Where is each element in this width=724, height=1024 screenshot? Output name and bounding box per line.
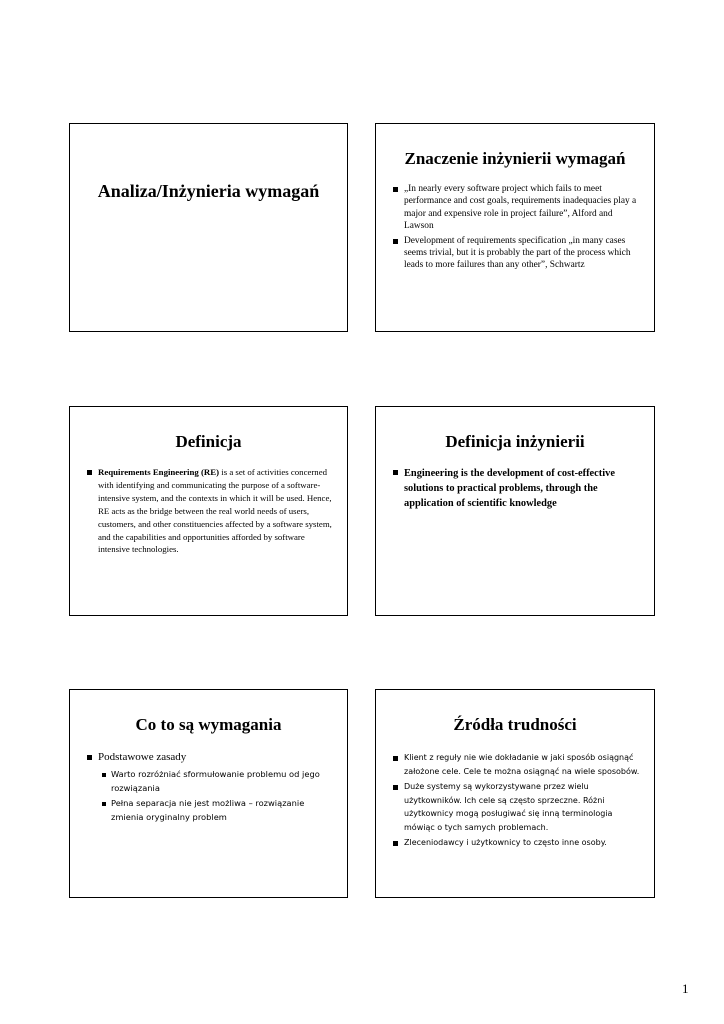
list-item (393, 836, 640, 850)
bullet-text: is a set of activities concerned with identifying and communicating the purpose of a software-intensive system, and the contexts in which it will be used. Hence, RE acts as the bridge between the real world needs of users, customers, and other constituencies affected by a software system, and the capabilities and opportunities afforded by software intensive technologies. (98, 467, 332, 555)
bullet-list (393, 751, 640, 850)
slide-2 (375, 123, 655, 332)
bullet-text: Klient z reguły nie wie dokładanie w jaki sposób osiągnąć założone cele. Cele te można osiągnąć na wiele sposobów. (404, 753, 640, 776)
bullet-square-icon (393, 239, 398, 244)
bullet-list (393, 183, 640, 272)
list-item (393, 183, 640, 233)
slide-1 (69, 123, 348, 332)
slide-title: Źródła trudności (453, 715, 577, 734)
slide-3 (69, 406, 348, 616)
slide-4 (375, 406, 655, 616)
sub-bullet-list (98, 768, 333, 824)
list-item (393, 751, 640, 778)
list-item (393, 466, 640, 512)
bullet-list (87, 466, 333, 556)
bullet-term: Requirements Engineering (RE) (98, 467, 220, 477)
bullet-text: Engineering is the development of cost-effective solutions to practical problems, through the application of scientific knowledge (404, 468, 615, 510)
slide-6 (375, 689, 655, 898)
bullet-square-icon (87, 755, 92, 760)
slide-title: Co to są wymagania (135, 715, 282, 734)
bullet-list (87, 750, 333, 824)
page-number: 1 (682, 981, 689, 996)
bullet-square-icon (102, 802, 106, 806)
list-item (87, 466, 333, 556)
slide-title: Analiza/Inżynieria wymagań (97, 181, 320, 201)
slide-5 (69, 689, 348, 898)
slide-title: Definicja (175, 432, 242, 451)
bullet-square-icon (393, 187, 398, 192)
bullet-square-icon (393, 470, 398, 475)
bullet-text: Development of requirements specification „in many cases seems trivial, but it is probably the part of the process which leads to more failures than any other”, Schwartz (404, 235, 631, 271)
slide-title: Znaczenie inżynierii wymagań (404, 149, 626, 168)
slide-title: Definicja inżynierii (445, 432, 585, 451)
bullet-text: „In nearly every software project which fails to meet performance and cost goals, requirements inadequacies play a major and expensive role in project failure”, Alford and Lawson (404, 184, 637, 232)
bullet-text: Podstawowe zasady (98, 751, 187, 763)
bullet-square-icon (87, 470, 92, 475)
bullet-list (393, 466, 640, 512)
bullet-square-icon (393, 785, 398, 790)
bullet-square-icon (393, 756, 398, 761)
list-item (87, 750, 333, 824)
list-item (102, 768, 333, 795)
bullet-text: Zleceniodawcy i użytkownicy to często inne osoby. (404, 838, 607, 847)
sub-bullet-text: Pełna separacja nie jest możliwa – rozwiązanie zmienia oryginalny problem (111, 798, 305, 822)
bullet-square-icon (102, 773, 106, 777)
list-item (393, 235, 640, 272)
sub-bullet-text: Warto rozróżniać sformułowanie problemu od jego rozwiązania (111, 769, 320, 793)
bullet-square-icon (393, 841, 398, 846)
list-item (393, 780, 640, 834)
bullet-text: Duże systemy są wykorzystywane przez wielu użytkowników. Ich cele są często sprzeczne. Różni użytkownicy mogą posługiwać się inną terminologia mówiąc o tych samych problemach. (404, 782, 613, 832)
list-item (102, 797, 333, 824)
